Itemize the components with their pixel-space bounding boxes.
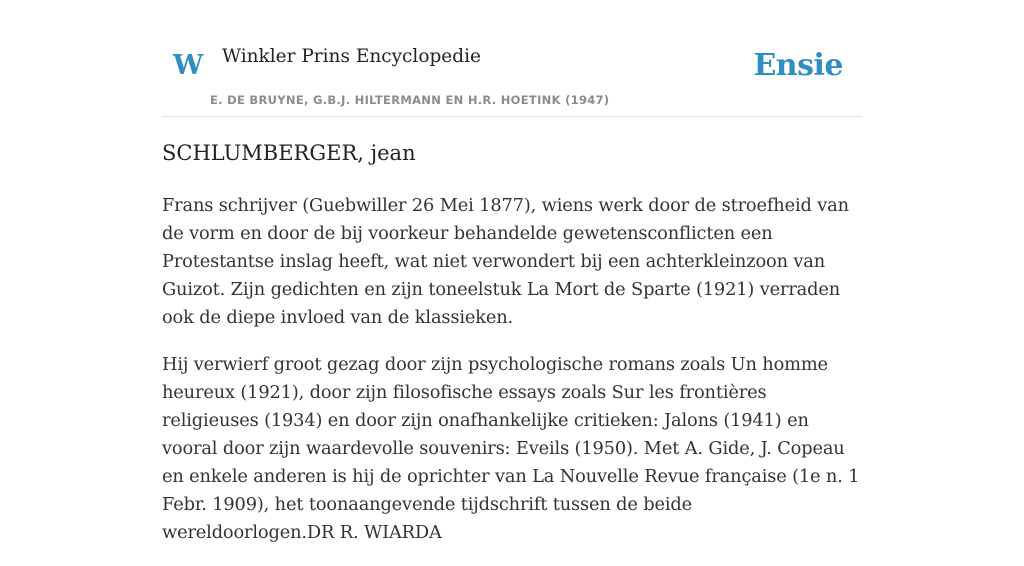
publication-authors: E. DE BRUYNE, G.B.J. HILTERMANN EN H.R. HOETINK (1947) (210, 93, 610, 107)
article-paragraph: Hij verwierf groot gezag door zijn psychologische romans zoals Un homme heureux (1921), door zijn filosofische essays zoals Sur les frontières religieuses (1934) en door zijn onafhankelijke critieken: Jalons (1941) en vooral door zijn waardevolle souvenirs: Eveils (1950). Met A. Gide, J. Copeau en enkele anderen is hij de oprichter van La Nouvelle Revue française (1e n. 1 Febr. 1909), het toonaangevende tijdschrift tussen de beide wereldoorlogen.DR R. WIARDA (162, 354, 860, 543)
article-content (162, 192, 862, 566)
ensie-logo-link[interactable]: Ensie (753, 48, 843, 83)
article-paragraph: Frans schrijver (Guebwiller 26 Mei 1877), wiens werk door de stroefheid van de vorm en door de bij voorkeur behandelde gewetensconflicten een Protestantse inslag heeft, wat niet verwondert bij een achterkleinzoon van Guizot. Zijn gedichten en zijn toneelstuk La Mort de Sparte (1921) verraden ook de diepe invloed van de klassieken. (162, 195, 849, 328)
header (162, 0, 862, 117)
publication-title[interactable]: Winkler Prins Encyclopedie (222, 46, 481, 67)
article-title: SCHLUMBERGER, jean (162, 141, 416, 165)
publication-logo-icon[interactable]: W (173, 50, 204, 81)
